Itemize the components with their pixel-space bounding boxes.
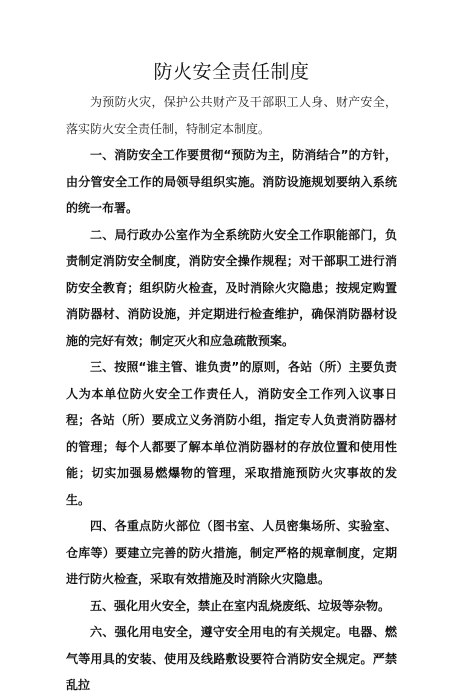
clause-3-paragraph: 三、按照“谁主管、谁负责”的原则，各站（所）主要负责人为本单位防火安全工作责任人，消防安全工作列入议事日程；各站（所）要成立义务消防小组，指定专人负责消防器材的管理；每个人都要了解本单位消防器材的存放位置和使用性能；切实加强易燃爆物的管理，采取措施预防火灾事故的发生。 — [66, 360, 397, 507]
document-title: 防火安全责任制度 — [153, 61, 310, 83]
clause-6-paragraph: 六、强化用电安全，遵守安全用电的有关规定。电器、燃气等用具的安装、使用及线路敷设要符合消防安全规定。严禁乱拉 — [66, 625, 397, 692]
clause-5-paragraph: 五、强化用火安全，禁止在室内乱烧废纸、垃圾等杂物。 — [90, 598, 391, 613]
intro-paragraph: 为预防火灾，保护公共财产及干部职工人身、财产安全，落实防火安全责任制，特制定本制度。 — [66, 95, 397, 136]
clause-1-paragraph: 一、消防安全工作要贯彻“预防为主，防消结合”的方针，由分管安全工作的局领导组织实施。消防设施规划要纳入系统的统一布署。 — [66, 148, 397, 215]
clause-2-paragraph: 二、局行政办公室作为全系统防火安全工作职能部门，负责制定消防安全制度，消防安全操作规程；对干部职工进行消防安全教育；组织防火检查，及时消除火灾隐患；按规定购置消防器材、消防设施，并定期进行检查维护，确保消防器材设施的完好有效；制定灭火和应急疏散预案。 — [66, 227, 397, 348]
document-body — [66, 89, 397, 699]
clause-4-paragraph: 四、各重点防火部位（图书室、人员密集场所、实验室、仓库等）要建立完善的防火措施，制定严格的规章制度，定期进行防火检查，采取有效措施及时消除火灾隐患。 — [66, 519, 397, 586]
